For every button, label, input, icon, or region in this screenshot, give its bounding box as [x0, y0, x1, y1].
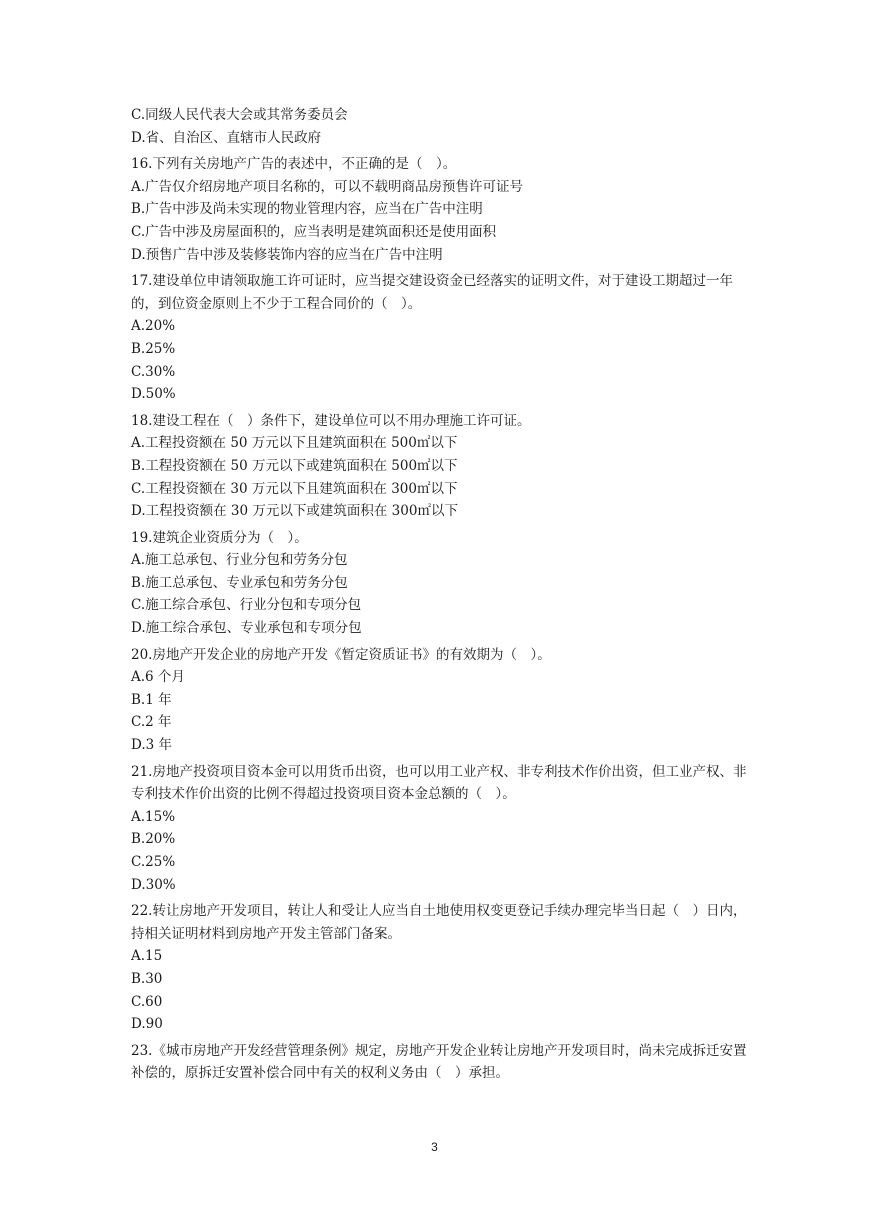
continued-options: [131, 104, 751, 149]
question-stem: 23.《城市房地产开发经营管理条例》规定，房地产开发企业转让房地产开发项目时，尚未完成拆迁安置补偿的，原拆迁安置补偿合同中有关的权利义务由（ ）承担。: [131, 1042, 747, 1082]
question-stem: 16.下列有关房地产广告的表述中，不正确的是（ ）。: [131, 156, 457, 173]
option: B.广告中涉及尚未实现的物业管理内容，应当在广告中注明: [131, 201, 483, 218]
option: D.50%: [131, 386, 176, 403]
option: B.30: [131, 970, 163, 987]
option: B.1 年: [131, 691, 172, 708]
option: B.工程投资额在 50 万元以下或建筑面积在 500㎡以下: [131, 457, 458, 474]
question-18: [131, 410, 751, 523]
option: A.6 个月: [131, 669, 185, 686]
option: A.广告仅介绍房地产项目名称的，可以不载明商品房预售许可证号: [131, 178, 524, 195]
question-stem: 21.房地产投资项目资本金可以用货币出资，也可以用工业产权、非专利技术作价出资，但工业产权、非专利技术作价出资的比例不得超过投资项目资本金总额的（ ）。: [131, 763, 747, 803]
option: B.施工总承包、专业承包和劳务分包: [131, 574, 348, 591]
option: D.预售广告中涉及装修装饰内容的应当在广告中注明: [131, 246, 443, 263]
question-23: [131, 1040, 751, 1085]
page-number: 3: [431, 1140, 438, 1154]
option: D.90: [131, 1016, 163, 1033]
option: C.25%: [131, 854, 176, 870]
option: C.施工综合承包、行业分包和专项分包: [131, 597, 362, 614]
question-stem: 22.转让房地产开发项目，转让人和受让人应当自土地使用权变更登记手续办理完毕当日起（ ）日内，持相关证明材料到房地产开发主管部门备案。: [131, 903, 747, 942]
question-stem: 20.房地产开发企业的房地产开发《暂定资质证书》的有效期为（ ）。: [131, 646, 551, 663]
option: C.2 年: [131, 714, 172, 731]
option: A.施工总承包、行业分包和劳务分包: [131, 552, 348, 569]
option: D.施工综合承包、专业承包和专项分包: [131, 620, 362, 637]
option: D.3 年: [131, 737, 173, 754]
option: D.工程投资额在 30 万元以下或建筑面积在 300㎡以下: [131, 503, 458, 520]
option: C.广告中涉及房屋面积的，应当表明是建筑面积还是使用面积: [131, 223, 497, 240]
question-21: [131, 761, 751, 897]
option: B.20%: [131, 831, 176, 848]
option: A.20%: [131, 318, 176, 335]
option: C.60: [131, 993, 163, 1010]
option: A.15: [131, 948, 163, 965]
question-stem: 17.建设单位申请领取施工许可证时，应当提交建设资金已经落实的证明文件，对于建设工期超过一年的，到位资金原则上不少于工程合同价的（ ）。: [131, 273, 733, 312]
option: D.省、自治区、直辖市人民政府: [131, 129, 322, 146]
question-stem: 18.建设工程在（ ）条件下，建设单位可以不用办理施工许可证。: [131, 412, 531, 429]
option: C.同级人民代表大会或其常务委员会: [131, 107, 348, 123]
option: D.30%: [131, 876, 176, 893]
question-16: [131, 153, 751, 266]
option: C.30%: [131, 363, 176, 380]
option: A.15%: [131, 808, 176, 825]
question-list: [131, 104, 751, 1085]
option: C.工程投资额在 30 万元以下且建筑面积在 300㎡以下: [131, 480, 458, 497]
question-20: [131, 644, 751, 757]
option: A.工程投资额在 50 万元以下且建筑面积在 500㎡以下: [131, 435, 458, 452]
question-17: [131, 270, 751, 406]
question-19: [131, 527, 751, 640]
question-22: [131, 900, 751, 1036]
option: B.25%: [131, 340, 176, 357]
question-stem: 19.建筑企业资质分为（ ）。: [131, 529, 308, 546]
